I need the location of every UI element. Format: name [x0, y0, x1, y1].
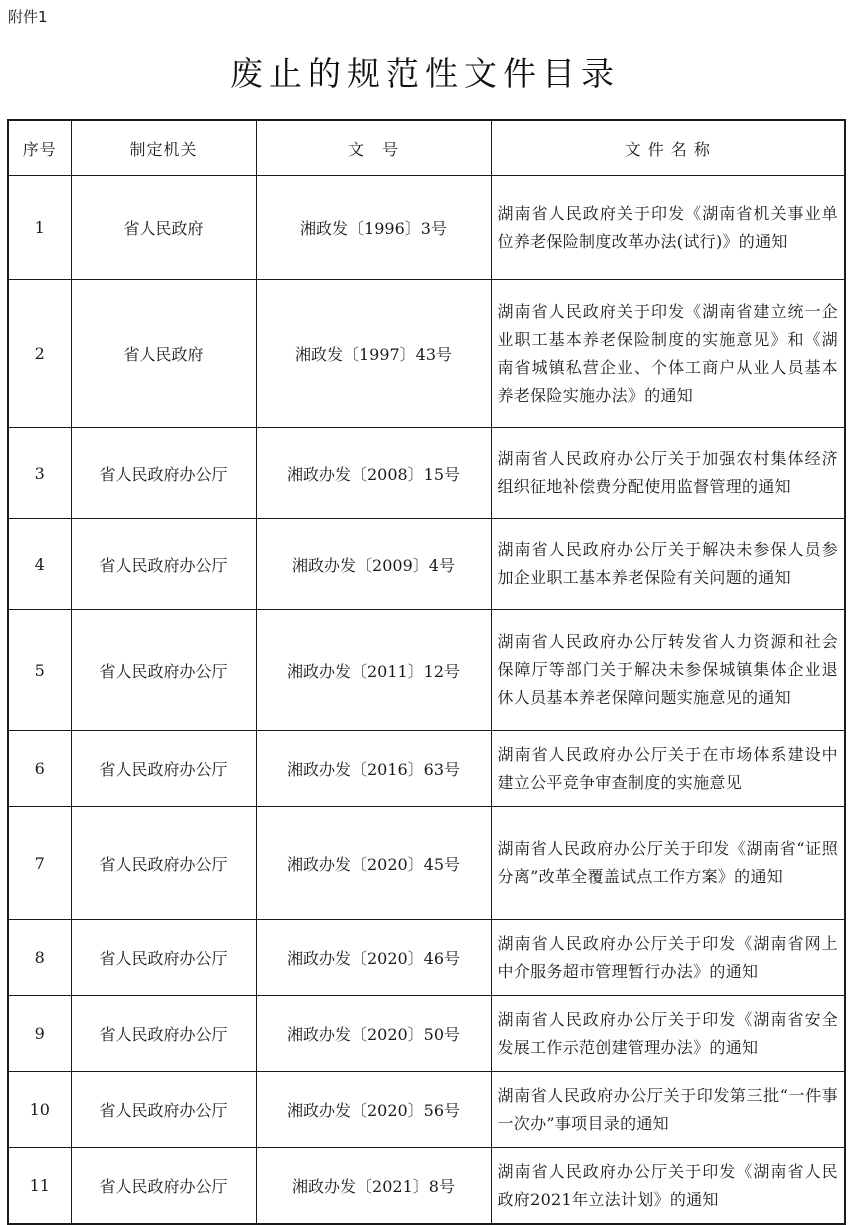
row-seq: 3 [8, 428, 71, 519]
row-doc-name: 湖南省人民政府办公厅关于印发《湖南省人民政府2021年立法计划》的通知 [491, 1148, 845, 1225]
row-seq: 8 [8, 920, 71, 996]
row-doc-no: 湘政发〔1996〕3号 [256, 176, 491, 280]
row-doc-name: 湖南省人民政府办公厅关于印发《湖南省安全发展工作示范创建管理办法》的通知 [491, 996, 845, 1072]
header-seq: 序号 [8, 120, 71, 176]
row-doc-no: 湘政办发〔2008〕15号 [256, 428, 491, 519]
row-doc-name: 湖南省人民政府关于印发《湖南省机关事业单位养老保险制度改革办法(试行)》的通知 [491, 176, 845, 280]
row-agency: 省人民政府办公厅 [71, 920, 256, 996]
repealed-documents-table [7, 119, 846, 1225]
row-doc-no: 湘政发〔1997〕43号 [256, 280, 491, 428]
page-title: 废止的规范性文件目录 [230, 54, 620, 93]
table-row [8, 807, 845, 920]
header-agency: 制定机关 [71, 120, 256, 176]
table-row [8, 996, 845, 1072]
row-seq: 6 [8, 731, 71, 807]
table-row [8, 1072, 845, 1148]
table-row [8, 1148, 845, 1225]
table-row [8, 176, 845, 280]
row-seq: 4 [8, 519, 71, 610]
attachment-label: 附件1 [8, 8, 48, 26]
table-row [8, 920, 845, 996]
table-row [8, 428, 845, 519]
row-seq: 7 [8, 807, 71, 920]
row-doc-no: 湘政办发〔2016〕63号 [256, 731, 491, 807]
row-agency: 省人民政府办公厅 [71, 996, 256, 1072]
table-header-row [8, 120, 845, 176]
row-doc-name: 湖南省人民政府办公厅转发省人力资源和社会保障厅等部门关于解决未参保城镇集体企业退休人员基本养老保障问题实施意见的通知 [491, 610, 845, 731]
row-doc-no: 湘政办发〔2021〕8号 [256, 1148, 491, 1225]
header-doc-no: 文 号 [256, 120, 491, 176]
table-row [8, 731, 845, 807]
row-seq: 11 [8, 1148, 71, 1225]
row-agency: 省人民政府 [71, 176, 256, 280]
row-agency: 省人民政府办公厅 [71, 519, 256, 610]
row-doc-no: 湘政办发〔2011〕12号 [256, 610, 491, 731]
table-row [8, 519, 845, 610]
row-doc-name: 湖南省人民政府办公厅关于在市场体系建设中建立公平竞争审查制度的实施意见 [491, 731, 845, 807]
row-agency: 省人民政府办公厅 [71, 731, 256, 807]
row-agency: 省人民政府办公厅 [71, 610, 256, 731]
row-doc-no: 湘政办发〔2009〕4号 [256, 519, 491, 610]
row-doc-no: 湘政办发〔2020〕50号 [256, 996, 491, 1072]
row-doc-no: 湘政办发〔2020〕45号 [256, 807, 491, 920]
row-agency: 省人民政府办公厅 [71, 1072, 256, 1148]
row-seq: 2 [8, 280, 71, 428]
row-doc-no: 湘政办发〔2020〕46号 [256, 920, 491, 996]
row-agency: 省人民政府办公厅 [71, 428, 256, 519]
row-seq: 5 [8, 610, 71, 731]
row-seq: 10 [8, 1072, 71, 1148]
table-row [8, 610, 845, 731]
row-doc-name: 湖南省人民政府办公厅关于印发《湖南省网上中介服务超市管理暂行办法》的通知 [491, 920, 845, 996]
row-agency: 省人民政府办公厅 [71, 807, 256, 920]
row-doc-name: 湖南省人民政府办公厅关于印发《湖南省“证照分离”改革全覆盖试点工作方案》的通知 [491, 807, 845, 920]
row-agency: 省人民政府 [71, 280, 256, 428]
table-row [8, 280, 845, 428]
row-seq: 9 [8, 996, 71, 1072]
row-doc-name: 湖南省人民政府办公厅关于印发第三批“一件事一次办”事项目录的通知 [491, 1072, 845, 1148]
row-doc-name: 湖南省人民政府办公厅关于加强农村集体经济组织征地补偿费分配使用监督管理的通知 [491, 428, 845, 519]
row-seq: 1 [8, 176, 71, 280]
row-doc-name: 湖南省人民政府关于印发《湖南省建立统一企业职工基本养老保险制度的实施意见》和《湖南省城镇私营企业、个体工商户从业人员基本养老保险实施办法》的通知 [491, 280, 845, 428]
header-doc-name: 文 件 名 称 [491, 120, 845, 176]
row-agency: 省人民政府办公厅 [71, 1148, 256, 1225]
row-doc-no: 湘政办发〔2020〕56号 [256, 1072, 491, 1148]
row-doc-name: 湖南省人民政府办公厅关于解决未参保人员参加企业职工基本养老保险有关问题的通知 [491, 519, 845, 610]
